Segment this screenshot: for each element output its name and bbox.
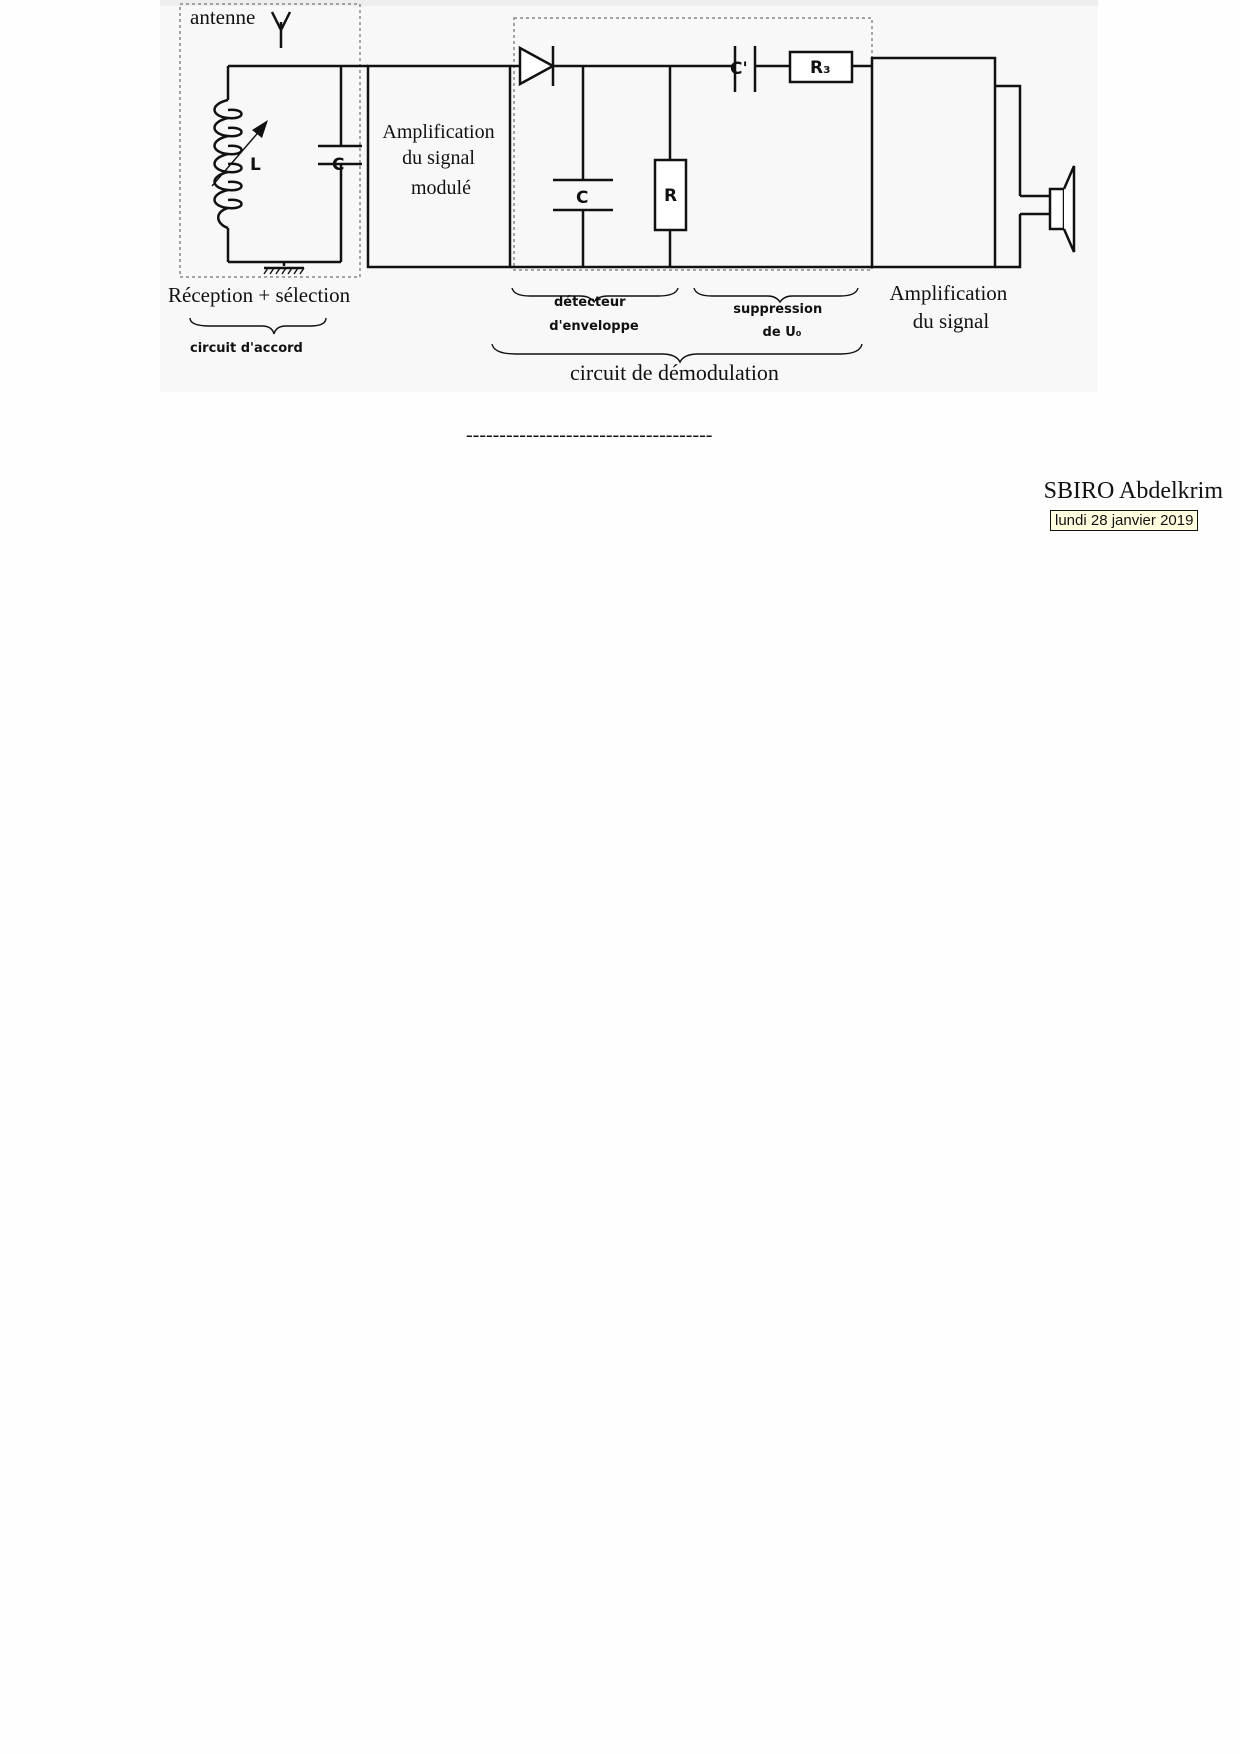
offset-suppression-line-1: suppression — [733, 302, 823, 317]
author-name: SBIRO Abdelkrim — [1043, 478, 1223, 504]
envelope-detector-line-2: d'enveloppe — [549, 319, 639, 334]
inductor-label: L — [250, 155, 261, 175]
envelope-detector-line-1: détecteur — [553, 295, 626, 310]
amp-signal-line-2: du signal — [912, 309, 990, 333]
demodulation-circuit-label: circuit de démodulation — [570, 360, 779, 385]
figure-header-strip — [160, 0, 1098, 6]
date-field: lundi 28 janvier 2019 — [1050, 510, 1198, 531]
reception-selection-label: Réception + sélection — [168, 283, 351, 307]
separator-line: ------------------------------------- — [466, 424, 713, 446]
series-resistor-label: R₃ — [810, 58, 831, 78]
antenna-label: antenne — [190, 5, 256, 29]
amp-signal-line-1: Amplification — [889, 281, 1008, 305]
detector-capacitor-label: C — [576, 188, 589, 208]
offset-suppression-line-2: de U₀ — [762, 325, 802, 340]
radio-receiver-diagram — [0, 0, 1240, 420]
detector-resistor-label: R — [664, 186, 678, 206]
amp-modulated-line-2: du signal — [402, 147, 475, 169]
amp-modulated-line-3: modulé — [411, 177, 471, 199]
coupling-capacitor-label: C' — [730, 59, 748, 79]
tuning-capacitor-label: C — [332, 155, 345, 175]
tuning-circuit-label: circuit d'accord — [190, 341, 303, 356]
amp-modulated-line-1: Amplification — [382, 121, 495, 143]
